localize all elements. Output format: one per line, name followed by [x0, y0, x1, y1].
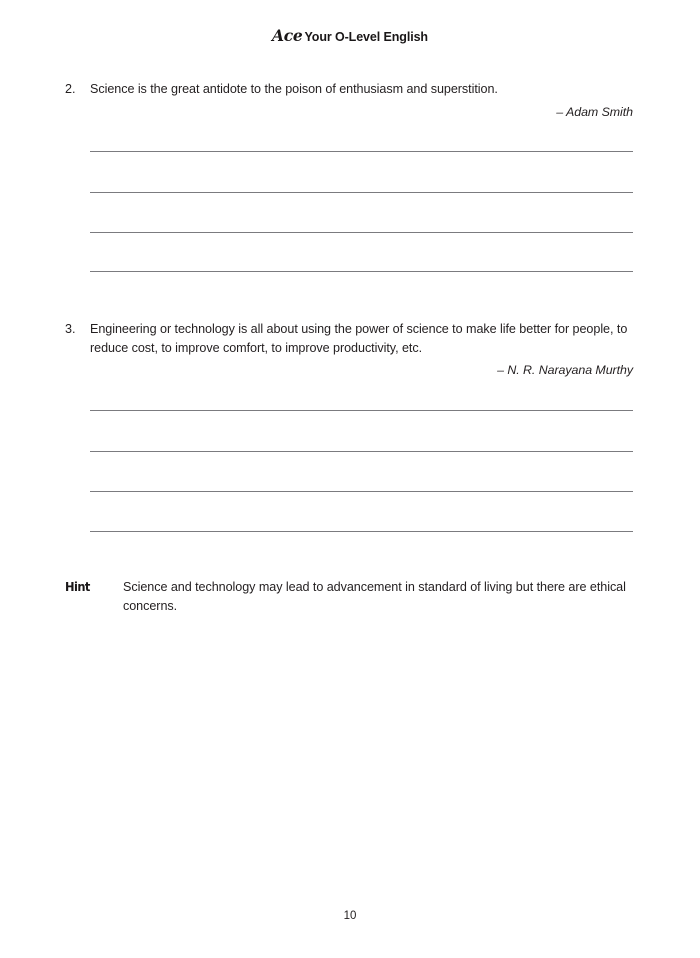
- hint-text: Science and technology may lead to advancement in standard of living but there are ethical concerns.: [123, 580, 626, 613]
- running-header: [0, 26, 700, 46]
- brand-title-text: Your O-Level English: [304, 30, 428, 44]
- hint-label: Hint: [65, 579, 90, 594]
- answer-rule-line[interactable]: [90, 192, 633, 193]
- answer-rule-line[interactable]: [90, 451, 633, 452]
- hint-block: [65, 578, 635, 615]
- question-block-3: [65, 320, 633, 379]
- brand-accent-text: Ace: [272, 26, 303, 45]
- answer-rule-line[interactable]: [90, 491, 633, 492]
- answer-rule-line[interactable]: [90, 410, 633, 411]
- answer-rule-line[interactable]: [90, 232, 633, 233]
- answer-rule-line[interactable]: [90, 531, 633, 532]
- question-text: Science is the great antidote to the poison of enthusiasm and superstition.: [90, 82, 498, 96]
- answer-rule-line[interactable]: [90, 151, 633, 152]
- question-row: [65, 80, 633, 99]
- question-row: [65, 320, 633, 357]
- question-number: 2.: [65, 82, 76, 96]
- page-number: 10: [343, 910, 357, 922]
- question-number: 3.: [65, 322, 76, 336]
- question-attribution: – N. R. Narayana Murthy: [497, 363, 633, 377]
- question-text: Engineering or technology is all about using the power of science to make life better for people, to reduce cost, to improve comfort, to improve productivity, etc.: [90, 322, 628, 355]
- question-attribution: – Adam Smith: [556, 104, 633, 119]
- answer-rule-line[interactable]: [90, 271, 633, 272]
- question-block-2: [65, 80, 633, 121]
